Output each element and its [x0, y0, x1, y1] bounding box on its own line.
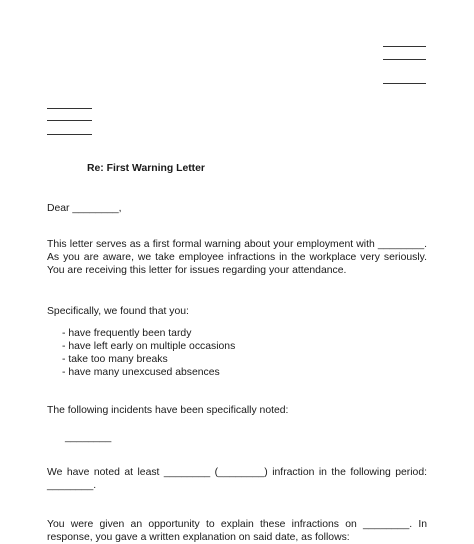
salutation: Dear ________,	[47, 203, 122, 214]
recipient-address-line-3	[383, 83, 426, 84]
paragraph-warning: This letter serves as a first formal warning about your employment with ________. As you are aware, we take employee infractions in the workplace very seriously. You are receiving this letter for issues regarding your attendance.	[47, 239, 427, 276]
incidents-intro: The following incidents have been specifically noted:	[47, 405, 289, 416]
specifically-heading: Specifically, we found that you:	[47, 306, 189, 317]
list-item: - have left early on multiple occasions	[62, 341, 236, 352]
recipient-address-line-2	[383, 59, 426, 60]
infraction-list	[62, 327, 235, 379]
paragraph-opportunity: You were given an opportunity to explain these infractions on ________. In response, you gave a written explanation on said date, as follows:	[47, 519, 427, 543]
list-item: - have many unexcused absences	[62, 367, 220, 378]
recipient-address-line-1	[383, 46, 426, 47]
letter-title: Re: First Warning Letter	[87, 163, 205, 174]
sender-address-line-2	[47, 120, 92, 121]
list-item: - take too many breaks	[62, 354, 168, 365]
sender-address-line-3	[47, 134, 92, 135]
paragraph-noted: We have noted at least ________ (________) infraction in the following period: ________.	[47, 467, 427, 491]
sender-address-line-1	[47, 108, 92, 109]
list-item: - have frequently been tardy	[62, 328, 192, 339]
incident-blank: ________	[65, 432, 112, 443]
